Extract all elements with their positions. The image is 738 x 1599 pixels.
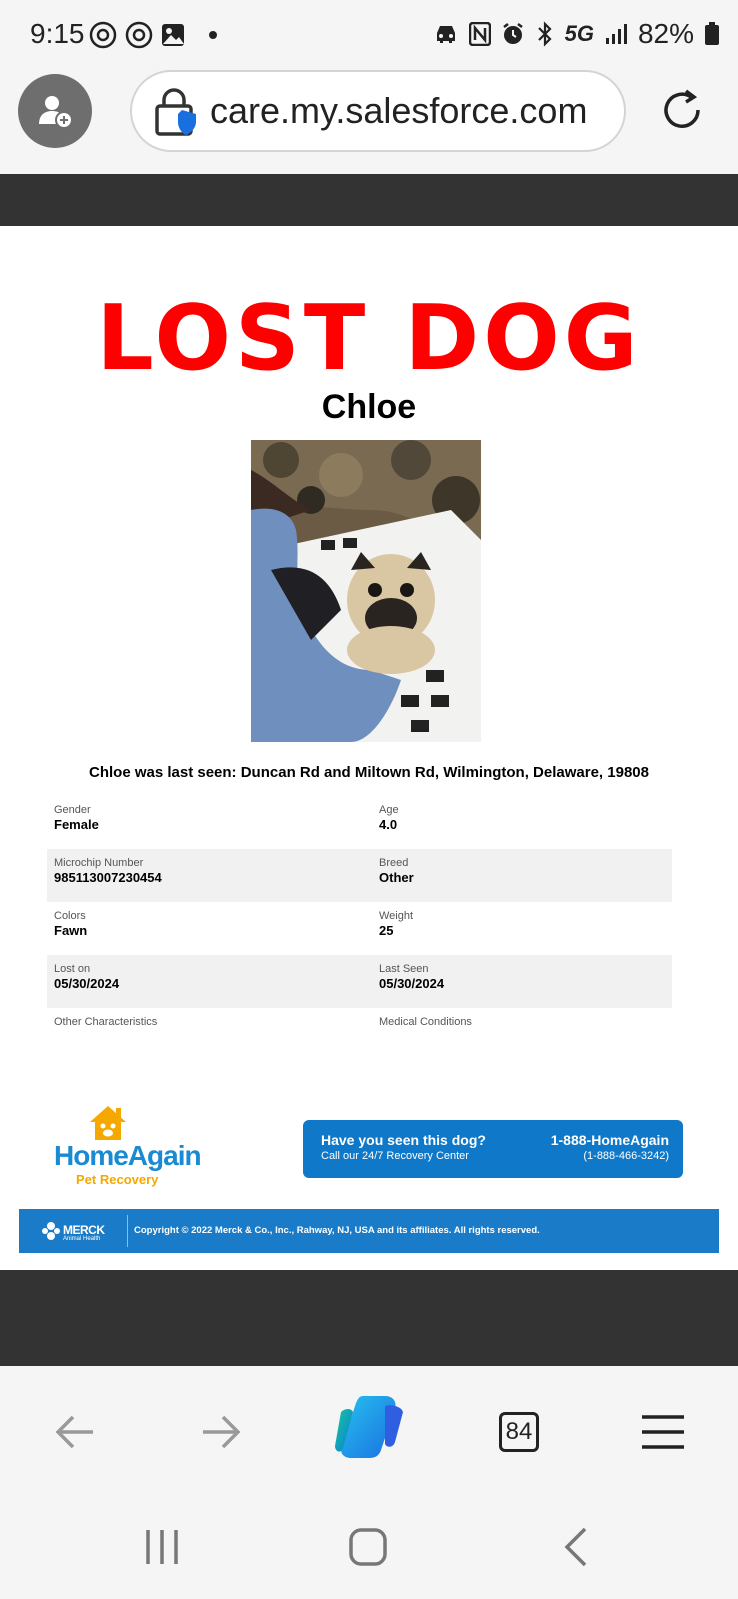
merck-name: MERCK [63, 1223, 105, 1237]
car-icon [433, 23, 459, 45]
recent-apps-button[interactable] [132, 1524, 192, 1570]
detail-label: Last Seen [379, 963, 429, 975]
bluetooth-icon [535, 21, 555, 47]
battery-icon [704, 22, 720, 46]
detail-label: Breed [379, 857, 409, 869]
back-button[interactable] [50, 1404, 100, 1460]
browser-toolbar [0, 1366, 738, 1496]
details-row [47, 849, 672, 902]
browser-address-row [0, 68, 738, 174]
homeagain-subtitle: Pet Recovery [76, 1172, 159, 1187]
details-row [47, 955, 672, 1008]
homeagain-logo [54, 1104, 224, 1188]
arrow-left-icon [53, 1412, 97, 1452]
merck-subtitle: Animal Health [63, 1236, 101, 1242]
page-footer-band [0, 1270, 738, 1366]
address-bar[interactable] [130, 70, 626, 152]
detail-value: 25 [379, 923, 394, 938]
detail-label: Medical Conditions [379, 1016, 472, 1028]
home-button[interactable] [338, 1524, 398, 1570]
detail-value: 985113007230454 [54, 870, 162, 885]
merck-footer [19, 1209, 719, 1253]
pet-name: Chloe [321, 388, 417, 426]
detail-value: Other [379, 870, 414, 885]
last-seen-location: Chloe was last seen: Duncan Rd and Miltown Rd, Wilmington, Delaware, 19808 [89, 764, 649, 781]
recovery-contact-box[interactable] [303, 1120, 683, 1178]
details-row [47, 1008, 672, 1061]
contact-phone-name: 1-888-HomeAgain [550, 1132, 669, 1148]
detail-medical-conditions [379, 1016, 472, 1029]
detail-label: Gender [54, 804, 91, 816]
pet-details-table [47, 796, 672, 1061]
merck-logo-icon [41, 1221, 61, 1241]
detail-label: Age [379, 804, 399, 816]
pug-photo-illustration [251, 440, 481, 742]
notification-icons [88, 18, 220, 52]
detail-label: Other Characteristics [54, 1016, 158, 1028]
signal-icon [604, 23, 628, 45]
lost-dog-poster [0, 226, 738, 1270]
pet-photo [251, 440, 481, 742]
system-back-button[interactable] [546, 1524, 606, 1570]
secure-lock-icon [154, 88, 200, 138]
homeagain-wordmark: HomeAgain [54, 1140, 201, 1171]
chevron-left-icon [561, 1527, 591, 1567]
detail-lost-on [54, 963, 119, 991]
network-type: 5G [564, 21, 594, 46]
details-row [47, 902, 672, 955]
recent-apps-icon [142, 1528, 182, 1566]
details-row [47, 796, 672, 849]
detail-value: 4.0 [379, 817, 398, 832]
detail-label: Colors [54, 910, 86, 922]
threads-icon [124, 20, 154, 50]
house-icon [88, 1104, 128, 1142]
detail-label: Microchip Number [54, 857, 144, 869]
forward-button[interactable] [196, 1404, 246, 1460]
poster-headline: LOST DOG [96, 286, 642, 391]
detail-value: 05/30/2024 [54, 976, 120, 991]
copilot-icon [333, 1394, 405, 1460]
detail-microchip [54, 857, 162, 885]
detail-value: Fawn [54, 923, 88, 938]
detail-value: 05/30/2024 [379, 976, 445, 991]
hamburger-menu-icon [640, 1414, 686, 1450]
arrow-right-icon [199, 1412, 243, 1452]
reload-icon[interactable] [658, 86, 706, 134]
threads-icon [88, 20, 118, 50]
detail-other-characteristics [54, 1016, 157, 1029]
home-icon [348, 1527, 388, 1567]
copilot-button[interactable] [332, 1390, 406, 1464]
system-navigation-bar [0, 1496, 738, 1599]
url-text: care.my.salesforce.com [210, 90, 588, 131]
detail-label: Lost on [54, 963, 91, 975]
status-time: 9:15 [30, 18, 85, 49]
detail-label: Weight [379, 910, 414, 922]
nfc-icon [469, 22, 491, 46]
copyright-text: Copyright © 2022 Merck & Co., Inc., Rahway, NJ, USA and its affiliates. All rights reserved. [134, 1225, 540, 1236]
contact-call-text: Call our 24/7 Recovery Center [321, 1150, 469, 1162]
page-header-band [0, 174, 738, 226]
detail-breed [379, 857, 414, 885]
status-bar [0, 0, 738, 68]
battery-percent: 82% [637, 18, 694, 49]
detail-value: Female [54, 817, 99, 832]
profile-button[interactable] [18, 74, 92, 148]
detail-age [379, 804, 399, 832]
detail-last-seen [379, 963, 444, 991]
detail-weight [379, 910, 413, 938]
gallery-icon [160, 22, 186, 48]
alarm-icon [501, 22, 525, 46]
detail-gender [54, 804, 99, 832]
menu-button[interactable] [638, 1404, 688, 1460]
tab-count: 84 [499, 1412, 539, 1452]
divider [127, 1215, 128, 1247]
dot-icon [206, 28, 220, 42]
add-profile-icon [36, 92, 74, 130]
system-icons [433, 16, 720, 52]
contact-question: Have you seen this dog? [321, 1132, 486, 1148]
detail-colors [54, 910, 87, 938]
tabs-button[interactable] [494, 1404, 544, 1460]
contact-phone-number: (1-888-466-3242) [583, 1150, 669, 1162]
